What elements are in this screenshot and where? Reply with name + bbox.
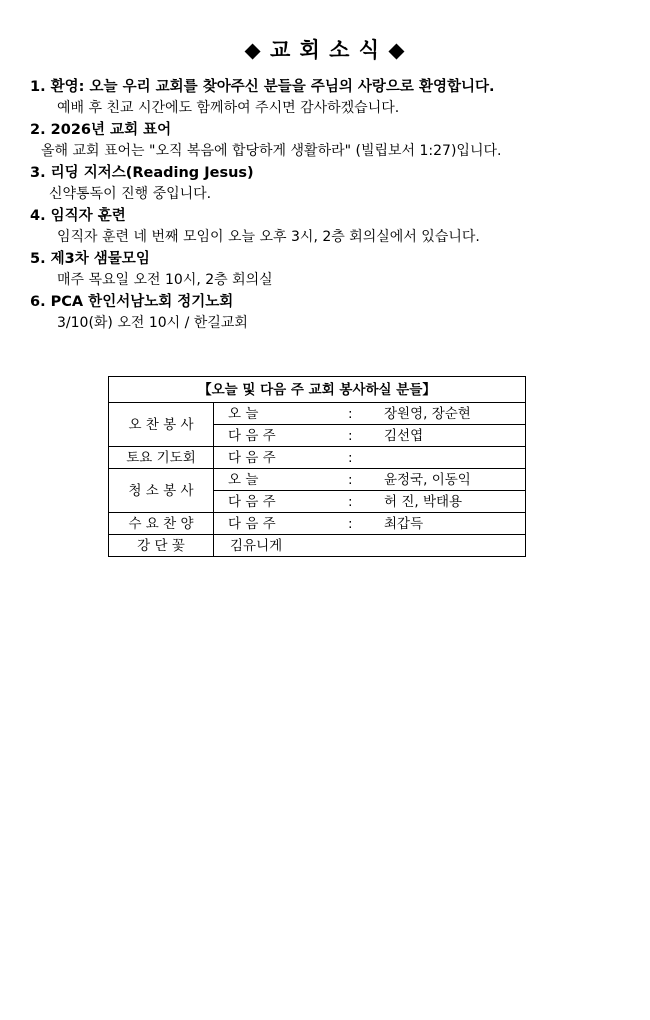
colon: : [348, 449, 353, 466]
schedule-when: 다 음 주 [228, 493, 276, 510]
schedule-when: 오 늘 [228, 471, 259, 488]
schedule-when: 다 음 주 [228, 515, 276, 532]
schedule-when: 다 음 주 [228, 449, 276, 466]
service-table-header: 【오늘 및 다음 주 교회 봉사하실 분들】 [109, 377, 526, 403]
colon: : [348, 515, 353, 532]
news-item-reading-jesus-heading: 3. 리딩 지저스(Reading Jesus) [30, 165, 254, 181]
news-item-spring-meeting-detail: 매주 목요일 오전 10시, 2층 회의실 [57, 272, 273, 288]
altar-flowers-donor: 김유니게 [214, 535, 526, 557]
news-list [30, 76, 642, 334]
row-label-wednesday-worship: 수 요 찬 양 [109, 513, 214, 535]
colon: : [348, 493, 353, 510]
row-label-saturday-prayer: 토요 기도회 [109, 447, 214, 469]
table-row [109, 403, 526, 425]
volunteer-names: 허 진, 박태용 [384, 493, 463, 510]
table-row [109, 513, 526, 535]
colon: : [348, 405, 353, 422]
volunteer-names: 윤정국, 이동익 [384, 471, 471, 488]
news-item-welcome-detail: 예배 후 친교 시간에도 함께하여 주시면 감사하겠습니다. [57, 100, 400, 116]
news-item-welcome-heading: 1. 환영: 오늘 우리 교회를 찾아주신 분들을 주님의 사랑으로 환영합니다. [30, 79, 495, 95]
colon: : [348, 471, 353, 488]
news-item-reading-jesus-detail: 신약통독이 진행 중입니다. [49, 186, 212, 202]
table-row [109, 469, 526, 491]
news-item-officer-training-detail: 임직자 훈련 네 번째 모임이 오늘 오후 3시, 2층 회의실에서 있습니다. [57, 229, 480, 245]
row-label-lunch-service: 오 찬 봉 사 [109, 403, 214, 447]
row-label-cleaning-service: 청 소 봉 사 [109, 469, 214, 513]
volunteer-names: 김선엽 [384, 427, 424, 444]
service-schedule-table [108, 376, 526, 557]
schedule-when: 오 늘 [228, 405, 259, 422]
page-title: ◆ 교 회 소 식 ◆ [244, 38, 406, 62]
news-item-presbytery-detail: 3/10(화) 오전 10시 / 한길교회 [57, 315, 248, 331]
table-row [109, 535, 526, 557]
news-item-spring-meeting-heading: 5. 제3차 샘물모임 [30, 251, 150, 267]
colon: : [348, 427, 353, 444]
schedule-when: 다 음 주 [228, 427, 276, 444]
volunteer-names: 장원영, 장순현 [384, 405, 471, 422]
news-item-presbytery-heading: 6. PCA 한인서남노회 정기노회 [30, 294, 234, 310]
row-label-altar-flowers: 강 단 꽃 [109, 535, 214, 557]
news-item-motto-detail: 올해 교회 표어는 "오직 복음에 합당하게 생활하라" (빌립보서 1:27)입니다. [41, 143, 502, 159]
news-item-motto-heading: 2. 2026년 교회 표어 [30, 122, 172, 138]
volunteer-names: 최갑득 [384, 515, 424, 532]
news-item-officer-training-heading: 4. 임직자 훈련 [30, 208, 126, 224]
table-row [109, 447, 526, 469]
